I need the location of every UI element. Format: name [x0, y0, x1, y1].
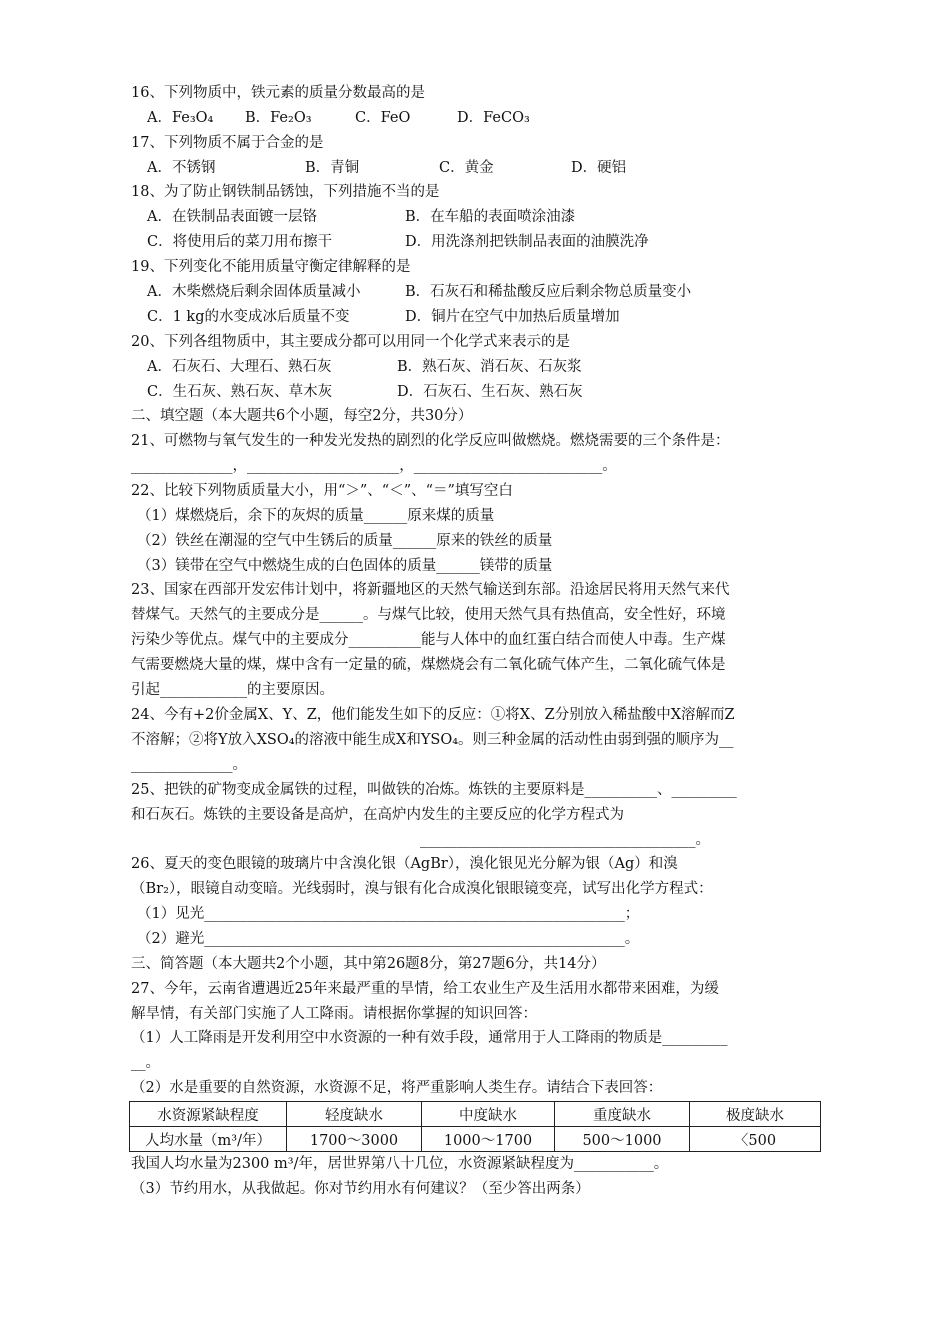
q17-option-b: B．青铜	[305, 160, 360, 176]
q27-sub-1a: （1）人工降雨是开发利用空中水资源的一种有效手段，通常用于人工降雨的物质是_________	[131, 1030, 728, 1046]
q26-sub-1: （1）见光__________________________________________________________；	[137, 906, 640, 922]
q17-options	[147, 158, 626, 178]
q25-line-3: ______________________________________。	[420, 832, 710, 848]
q19-options-1	[147, 282, 691, 302]
q25-line-1: 25、把铁的矿物变成金属铁的过程，叫做铁的冶炼。炼铁的主要原料是__________、_________	[131, 782, 737, 798]
q26-line-2: （Br₂），眼镜自动变暗。光线弱时，溴与银有化合成溴化银眼镜变亮，试写出化学方程式：	[131, 881, 713, 897]
q16-option-a: A．Fe₃O₄	[147, 110, 214, 126]
q18-option-c: C．将使用后的菜刀用布擦干	[147, 234, 333, 250]
q27-sub-1b: __。	[131, 1055, 160, 1071]
table-header-cell: 水资源紧缺程度	[130, 1102, 287, 1127]
q27-sub-3: （3）节约用水，从我做起。你对节约用水有何建议？（至少答出两条）	[131, 1181, 590, 1197]
table-cell: 人均水量（m³/年）	[130, 1127, 287, 1152]
q19-option-b: B．石灰石和稀盐酸反应后剩余物总质量变小	[405, 284, 692, 300]
q22-sub-2: （2）铁丝在潮湿的空气中生锈后的质量______原来的铁丝的质量	[137, 533, 553, 549]
q25-line-2: 和石灰石。炼铁的主要设备是高炉，在高炉内发生的主要反应的化学方程式为	[131, 807, 624, 823]
q20-options-1	[147, 357, 582, 377]
q18-stem: 18、为了防止钢铁制品锈蚀，下列措施不当的是	[131, 184, 440, 200]
table-row	[130, 1127, 821, 1152]
q20-options-2	[147, 382, 583, 402]
q19-options-2	[147, 307, 620, 327]
q20-option-d: D．石灰石、生石灰、熟石灰	[397, 384, 583, 400]
q16-option-d: D．FeCO₃	[457, 110, 530, 126]
q22-sub-3: （3）镁带在空气中燃烧生成的白色固体的质量______镁带的质量	[137, 558, 553, 574]
q22-stem: 22、比较下列物质质量大小，用“＞”、“＜”、“＝”填写空白	[131, 483, 513, 499]
q23-line-3: 污染少等优点。煤气中的主要成分__________能与人体中的血红蛋白结合而使人中毒。生产煤	[131, 632, 726, 648]
q20-option-b: B．熟石灰、消石灰、石灰浆	[397, 359, 582, 375]
q18-option-b: B．在车船的表面喷涂油漆	[405, 209, 576, 225]
q18-options-2	[147, 232, 649, 252]
table-cell: 1000～1700	[422, 1127, 555, 1152]
q16-options	[147, 108, 530, 128]
water-scarcity-table	[129, 1101, 821, 1152]
q16-stem: 16、下列物质中，铁元素的质量分数最高的是	[131, 85, 425, 101]
q18-option-a: A．在铁制品表面镀一层铬	[147, 209, 317, 225]
q22-sub-1: （1）煤燃烧后，余下的灰烬的质量______原来煤的质量	[137, 508, 495, 524]
q20-option-c: C．生石灰、熟石灰、草木灰	[147, 384, 333, 400]
table-header-cell: 极度缺水	[690, 1102, 821, 1127]
q18-options-1	[147, 207, 575, 227]
table-cell: 1700～3000	[287, 1127, 422, 1152]
table-cell: 〈500	[690, 1127, 821, 1152]
q24-line-2: 不溶解；②将Y放入XSO₄的溶液中能生成X和YSO₄。则三种金属的活动性由弱到强的顺序为__	[131, 732, 734, 748]
table-header-cell: 轻度缺水	[287, 1102, 422, 1127]
q26-line-1: 26、夏天的变色眼镜的玻璃片中含溴化银（AgBr），溴化银见光分解为银（Ag）和溴	[131, 856, 678, 872]
q23-line-5: 引起____________的主要原因。	[131, 682, 334, 698]
q27-sub-2: （2）水是重要的自然资源，水资源不足，将严重影响人类生存。请结合下表回答：	[131, 1080, 663, 1096]
q20-option-a: A．石灰石、大理石、熟石灰	[147, 359, 332, 375]
q23-line-1: 23、国家在西部开发宏伟计划中，将新疆地区的天然气输送到东部。沿途居民将用天然气来代	[131, 582, 730, 598]
q27-after-table: 我国人均水量为2300 m³/年，居世界第八十几位，水资源紧缺程度为___________。	[131, 1156, 669, 1172]
q20-stem: 20、下列各组物质中，其主要成分都可以用同一个化学式来表示的是	[131, 334, 570, 350]
q21-line-1: 21、可燃物与氧气发生的一种发光发热的剧烈的化学反应叫做燃烧。燃烧需要的三个条件是：	[131, 433, 730, 449]
q19-option-a: A．木柴燃烧后剩余固体质量减小	[147, 284, 361, 300]
table-cell: 500～1000	[555, 1127, 690, 1152]
q23-line-2: 替煤气。天然气的主要成分是______。与煤气比较，使用天然气具有热值高，安全性好，环境	[131, 607, 726, 623]
q24-line-1: 24、今有+2价金属X、Y、Z，他们能发生如下的反应：①将X、Z分别放入稀盐酸中X溶解而Z	[131, 707, 735, 723]
q26-sub-2: （2）避光__________________________________________________________。	[137, 931, 640, 947]
q19-stem: 19、下列变化不能用质量守衡定律解释的是	[131, 259, 411, 275]
q27-line-1: 27、今年，云南省遭遇近25年来最严重的旱情，给工农业生产及生活用水都带来困难，为缓	[131, 981, 719, 997]
q17-option-c: C．黄金	[439, 160, 494, 176]
q17-option-a: A．不锈钢	[147, 160, 216, 176]
q21-line-2: ______________，_____________________，__________________________。	[131, 458, 617, 474]
q19-option-d: D．铜片在空气中加热后质量增加	[405, 309, 620, 325]
q23-line-4: 气需要燃烧大量的煤，煤中含有一定量的硫，煤燃烧会有二氧化硫气体产生，二氧化硫气体是	[131, 657, 726, 673]
section-3-heading: 三、简答题（本大题共2个小题，其中第26题8分，第27题6分，共14分）	[131, 956, 606, 972]
table-header-cell: 重度缺水	[555, 1102, 690, 1127]
q19-option-c: C．1 kg的水变成冰后质量不变	[147, 309, 350, 325]
q16-option-c: C．FeO	[355, 110, 411, 126]
q16-option-b: B．Fe₂O₃	[245, 110, 312, 126]
q17-option-d: D．硬铝	[571, 160, 627, 176]
q17-stem: 17、下列物质不属于合金的是	[131, 135, 324, 151]
q27-line-2: 解旱情，有关部门实施了人工降雨。请根据你掌握的知识回答：	[131, 1006, 537, 1022]
q18-option-d: D．用洗涤剂把铁制品表面的油膜洗净	[405, 234, 649, 250]
table-row	[130, 1102, 821, 1127]
section-2-heading: 二、填空题（本大题共6个小题，每空2分，共30分）	[131, 408, 473, 424]
q24-line-3: ______________。	[131, 757, 247, 773]
table-header-cell: 中度缺水	[422, 1102, 555, 1127]
